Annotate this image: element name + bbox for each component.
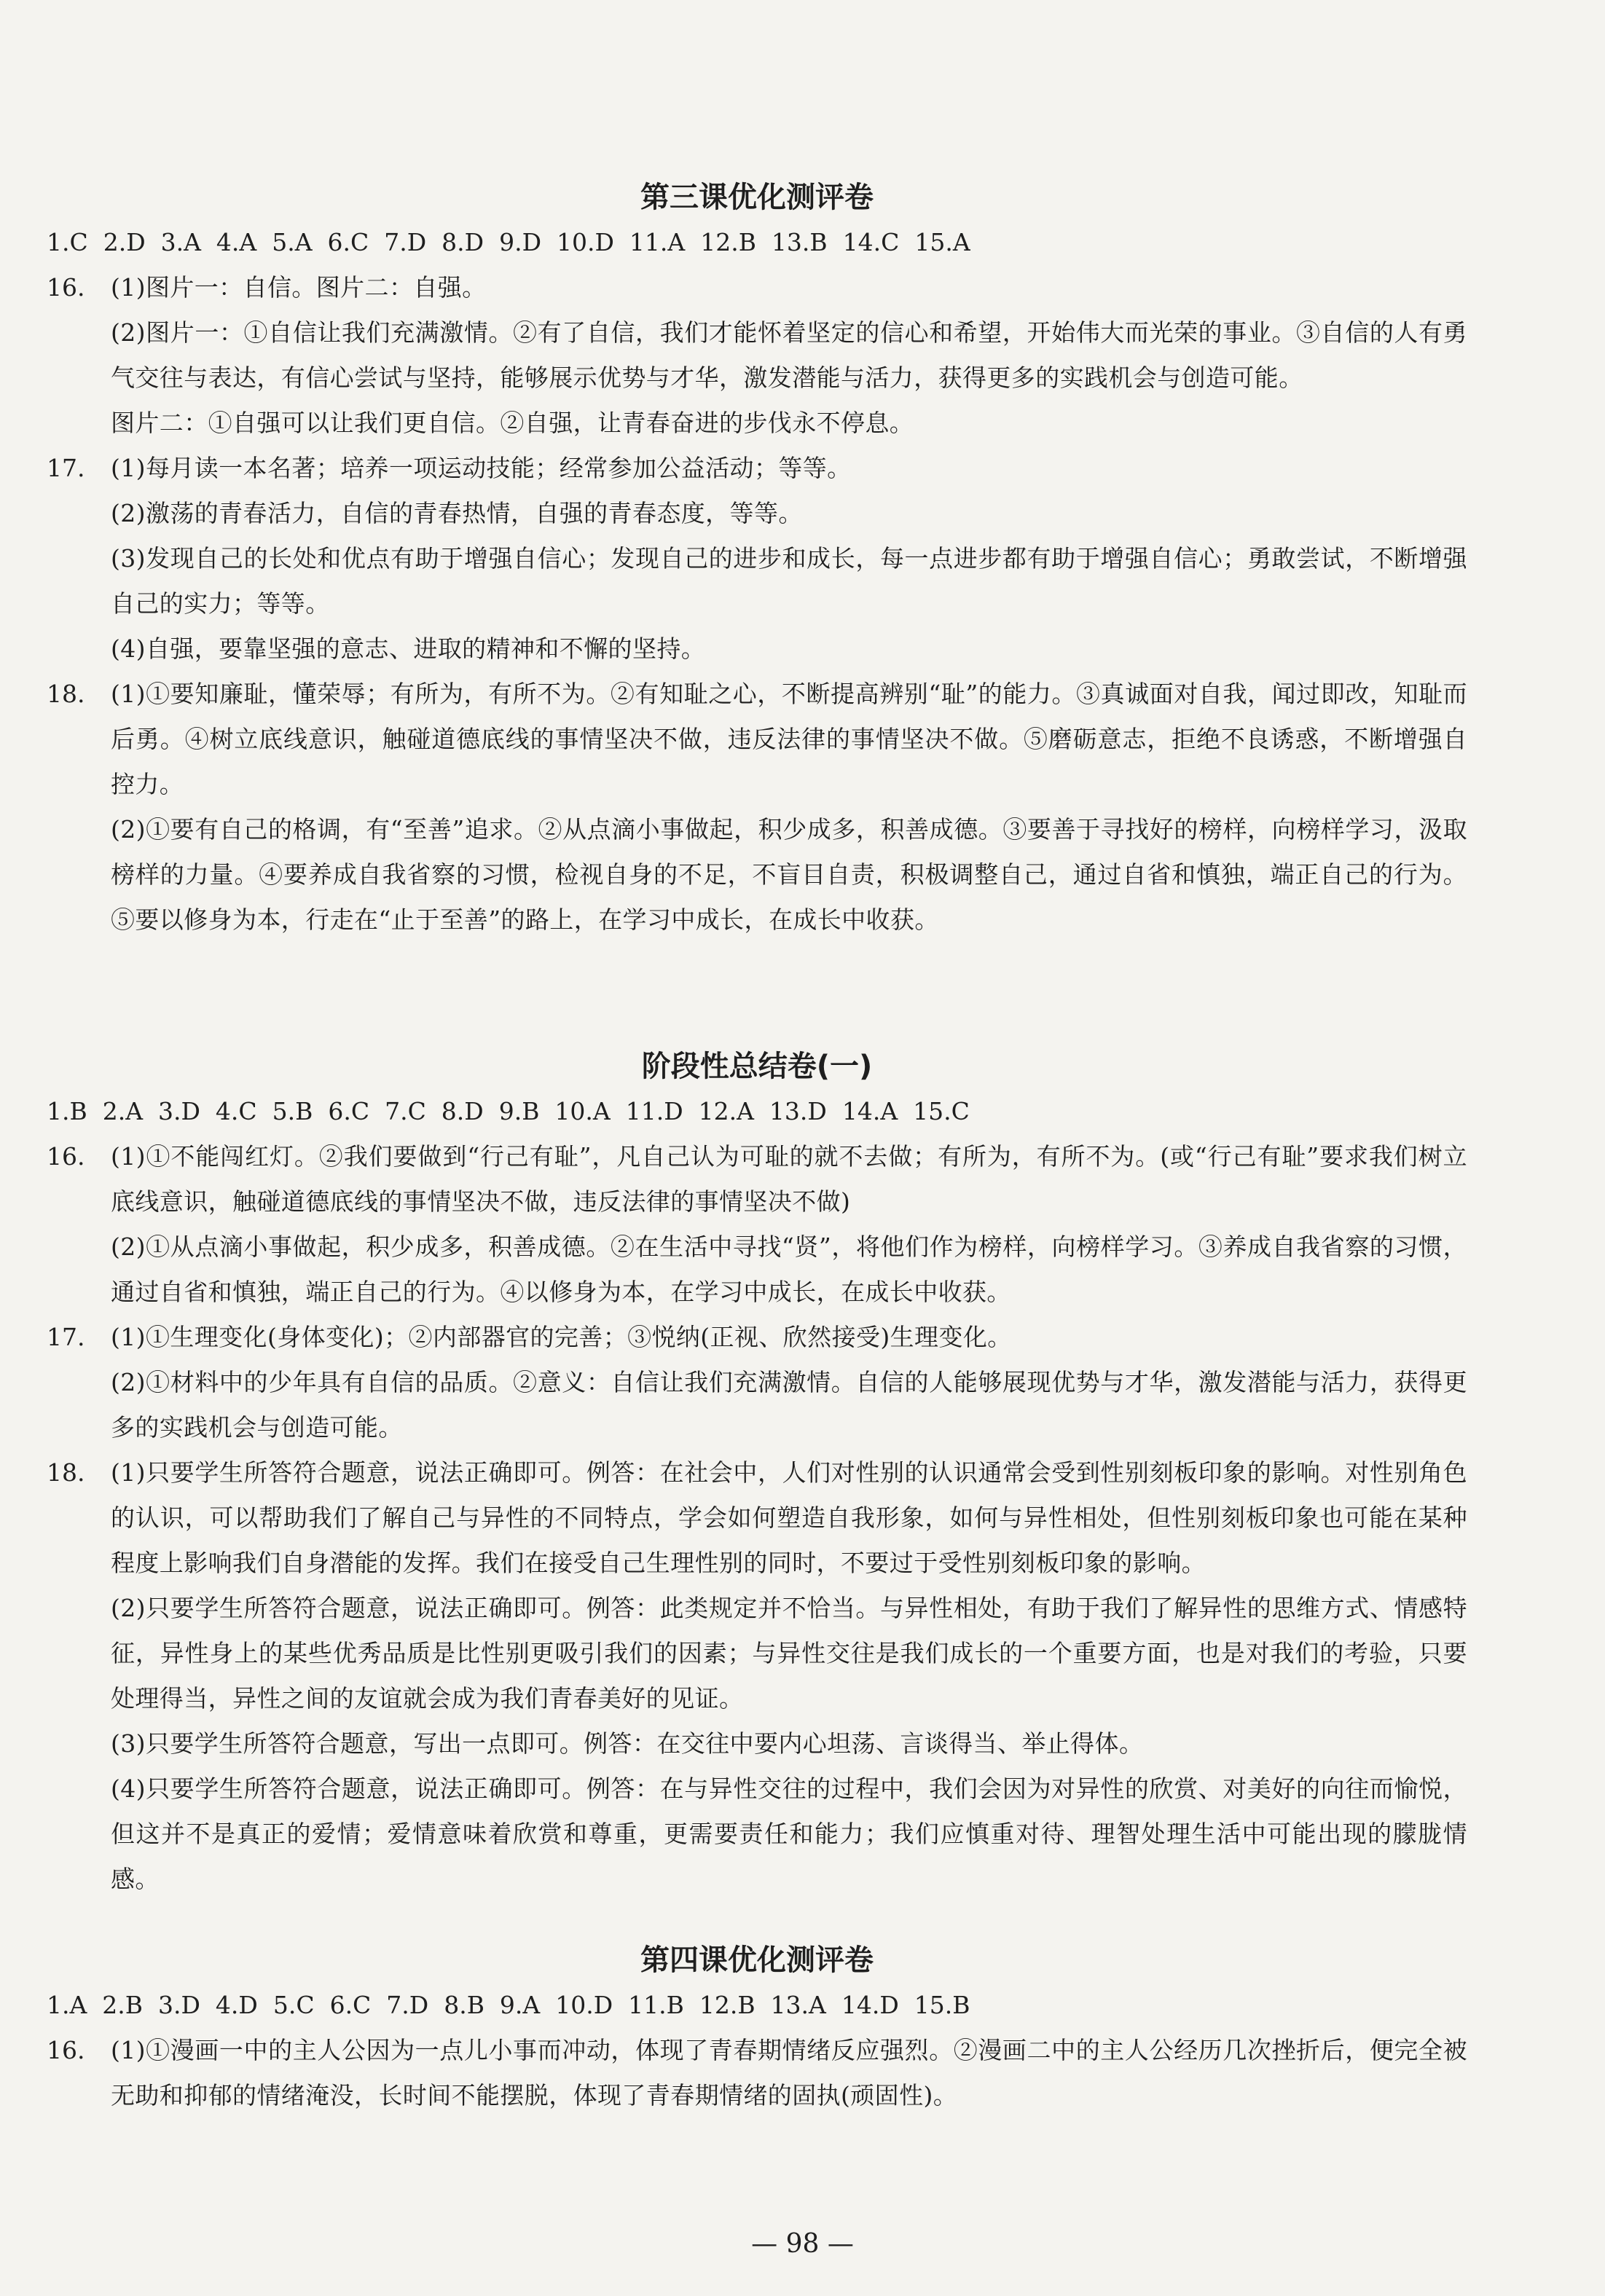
answer-body (111, 672, 1467, 943)
section-title: 阶段性总结卷(一) (641, 1050, 873, 1083)
answer-body (111, 265, 1467, 446)
question-answer (47, 672, 1467, 943)
question-answer (47, 1450, 1467, 1902)
question-number: 17. (47, 1323, 85, 1351)
answer-paragraph: 图片二：①自强可以让我们更自信。②自强，让青春奋进的步伐永不停息。 (111, 409, 914, 437)
page-number: — 98 — (751, 2229, 854, 2259)
answer-paragraph: (1)①漫画一中的主人公因为一点儿小事而冲动，体现了青春期情绪反应强烈。②漫画二中的主人公经历几次挫折后，便完全被无助和抑郁的情绪淹没，长时间不能摆脱，体现了青春期情绪的固执(顽固性)。 (111, 2036, 1467, 2110)
answer-paragraph: (2)只要学生所答符合题意，说法正确即可。例答：此类规定并不恰当。与异性相处，有助于我们了解异性的思维方式、情感特征，异性身上的某些优秀品质是比性别更吸引我们的因素；与异性交往是我们成长的一个重要方面，也是对我们的考验，只要处理得当，异性之间的友谊就会成为我们青春美好的见证。 (111, 1594, 1467, 1713)
question-number: 17. (47, 454, 85, 482)
question-answer (47, 446, 1467, 672)
answer-paragraph: (2)①材料中的少年具有自信的品质。②意义：自信让我们充满激情。自信的人能够展现优势与才华，激发潜能与活力，获得更多的实践机会与创造可能。 (111, 1368, 1467, 1442)
multiple-choice-answers: 1.C 2.D 3.A 4.A 5.A 6.C 7.D 8.D 9.D 10.D 11.A 12.B 13.B 14.C 15.A (47, 228, 970, 256)
answer-paragraph: (4)自强，要靠坚强的意志、进取的精神和不懈的坚持。 (111, 634, 706, 663)
question-number: 16. (47, 1142, 85, 1171)
question-answer (47, 2028, 1467, 2118)
question-answer (47, 1134, 1467, 1315)
question-number: 18. (47, 1458, 85, 1487)
answer-body (111, 1134, 1467, 1315)
answer-paragraph: (3)只要学生所答符合题意，写出一点即可。例答：在交往中要内心坦荡、言谈得当、举止得体。 (111, 1729, 1144, 1758)
question-answer (47, 1315, 1467, 1450)
answer-section (47, 175, 1467, 943)
answer-body (111, 1315, 1467, 1450)
multiple-choice-answers: 1.A 2.B 3.D 4.D 5.C 6.C 7.D 8.B 9.A 10.D 11.B 12.B 13.A 14.D 15.B (47, 1991, 970, 2019)
answer-paragraph: (1)图片一：自信。图片二：自强。 (111, 273, 487, 302)
question-number: 16. (47, 2036, 85, 2064)
answer-paragraph: (2)①要有自己的格调，有“至善”追求。②从点滴小事做起，积少成多，积善成德。③要善于寻找好的榜样，向榜样学习，汲取榜样的力量。④要养成自我省察的习惯，检视自身的不足，不盲目自责，积极调整自己，通过自省和慎独，端正自己的行为。⑤要以修身为本，行走在“止于至善”的路上，在学习中成长，在成长中收获。 (111, 815, 1467, 934)
answer-paragraph: (3)发现自己的长处和优点有助于增强自信心；发现自己的进步和成长，每一点进步都有助于增强自信心；勇敢尝试，不断增强自己的实力；等等。 (111, 544, 1467, 618)
answer-body (111, 1450, 1467, 1902)
multiple-choice-answers: 1.B 2.A 3.D 4.C 5.B 6.C 7.C 8.D 9.B 10.A 11.D 12.A 13.D 14.A 15.C (47, 1097, 970, 1125)
question-number: 18. (47, 680, 85, 708)
answer-paragraph: (1)只要学生所答符合题意，说法正确即可。例答：在社会中，人们对性别的认识通常会受到性别刻板印象的影响。对性别角色的认识，可以帮助我们了解自己与异性的不同特点，学会如何塑造自我形象，如何与异性相处，但性别刻板印象也可能在某种程度上影响我们自身潜能的发挥。我们在接受自己生理性别的同时，不要过于受性别刻板印象的影响。 (111, 1458, 1467, 1577)
answer-body (111, 2028, 1467, 2118)
answer-paragraph: (2)激荡的青春活力，自信的青春热情，自强的青春态度，等等。 (111, 499, 803, 527)
answer-section (47, 1044, 1467, 1902)
answer-paragraph: (2)①从点滴小事做起，积少成多，积善成德。②在生活中寻找“贤”，将他们作为榜样，向榜样学习。③养成自我省察的习惯，通过自省和慎独，端正自己的行为。④以修身为本，在学习中成长，在成长中收获。 (111, 1232, 1467, 1306)
answer-paragraph: (1)①生理变化(身体变化)；②内部器官的完善；③悦纳(正视、欣然接受)生理变化。 (111, 1323, 1012, 1351)
answer-section (47, 1938, 1467, 2118)
section-title: 第四课优化测评卷 (640, 1943, 874, 1977)
question-number: 16. (47, 273, 85, 302)
answer-paragraph: (2)图片一：①自信让我们充满激情。②有了自信，我们才能怀着坚定的信心和希望，开始伟大而光荣的事业。③自信的人有勇气交往与表达，有信心尝试与坚持，能够展示优势与才华，激发潜能与活力，获得更多的实践机会与创造可能。 (111, 318, 1467, 392)
question-answer (47, 265, 1467, 446)
answer-body (111, 446, 1467, 672)
section-title: 第三课优化测评卷 (640, 181, 874, 214)
answer-paragraph: (4)只要学生所答符合题意，说法正确即可。例答：在与异性交往的过程中，我们会因为对异性的欣赏、对美好的向往而愉悦，但这并不是真正的爱情；爱情意味着欣赏和尊重，更需要责任和能力；我们应慎重对待、理智处理生活中可能出现的朦胧情感。 (111, 1774, 1467, 1893)
answer-paragraph: (1)每月读一本名著；培养一项运动技能；经常参加公益活动；等等。 (111, 454, 852, 482)
answer-paragraph: (1)①不能闯红灯。②我们要做到“行己有耻”，凡自己认为可耻的就不去做；有所为，有所不为。(或“行己有耻”要求我们树立底线意识，触碰道德底线的事情坚决不做，违反法律的事情坚决不做) (111, 1142, 1467, 1216)
answer-paragraph: (1)①要知廉耻，懂荣辱；有所为，有所不为。②有知耻之心，不断提高辨别“耻”的能力。③真诚面对自我，闻过即改，知耻而后勇。④树立底线意识，触碰道德底线的事情坚决不做，违反法律的事情坚决不做。⑤磨砺意志，拒绝不良诱惑，不断增强自控力。 (111, 680, 1467, 798)
